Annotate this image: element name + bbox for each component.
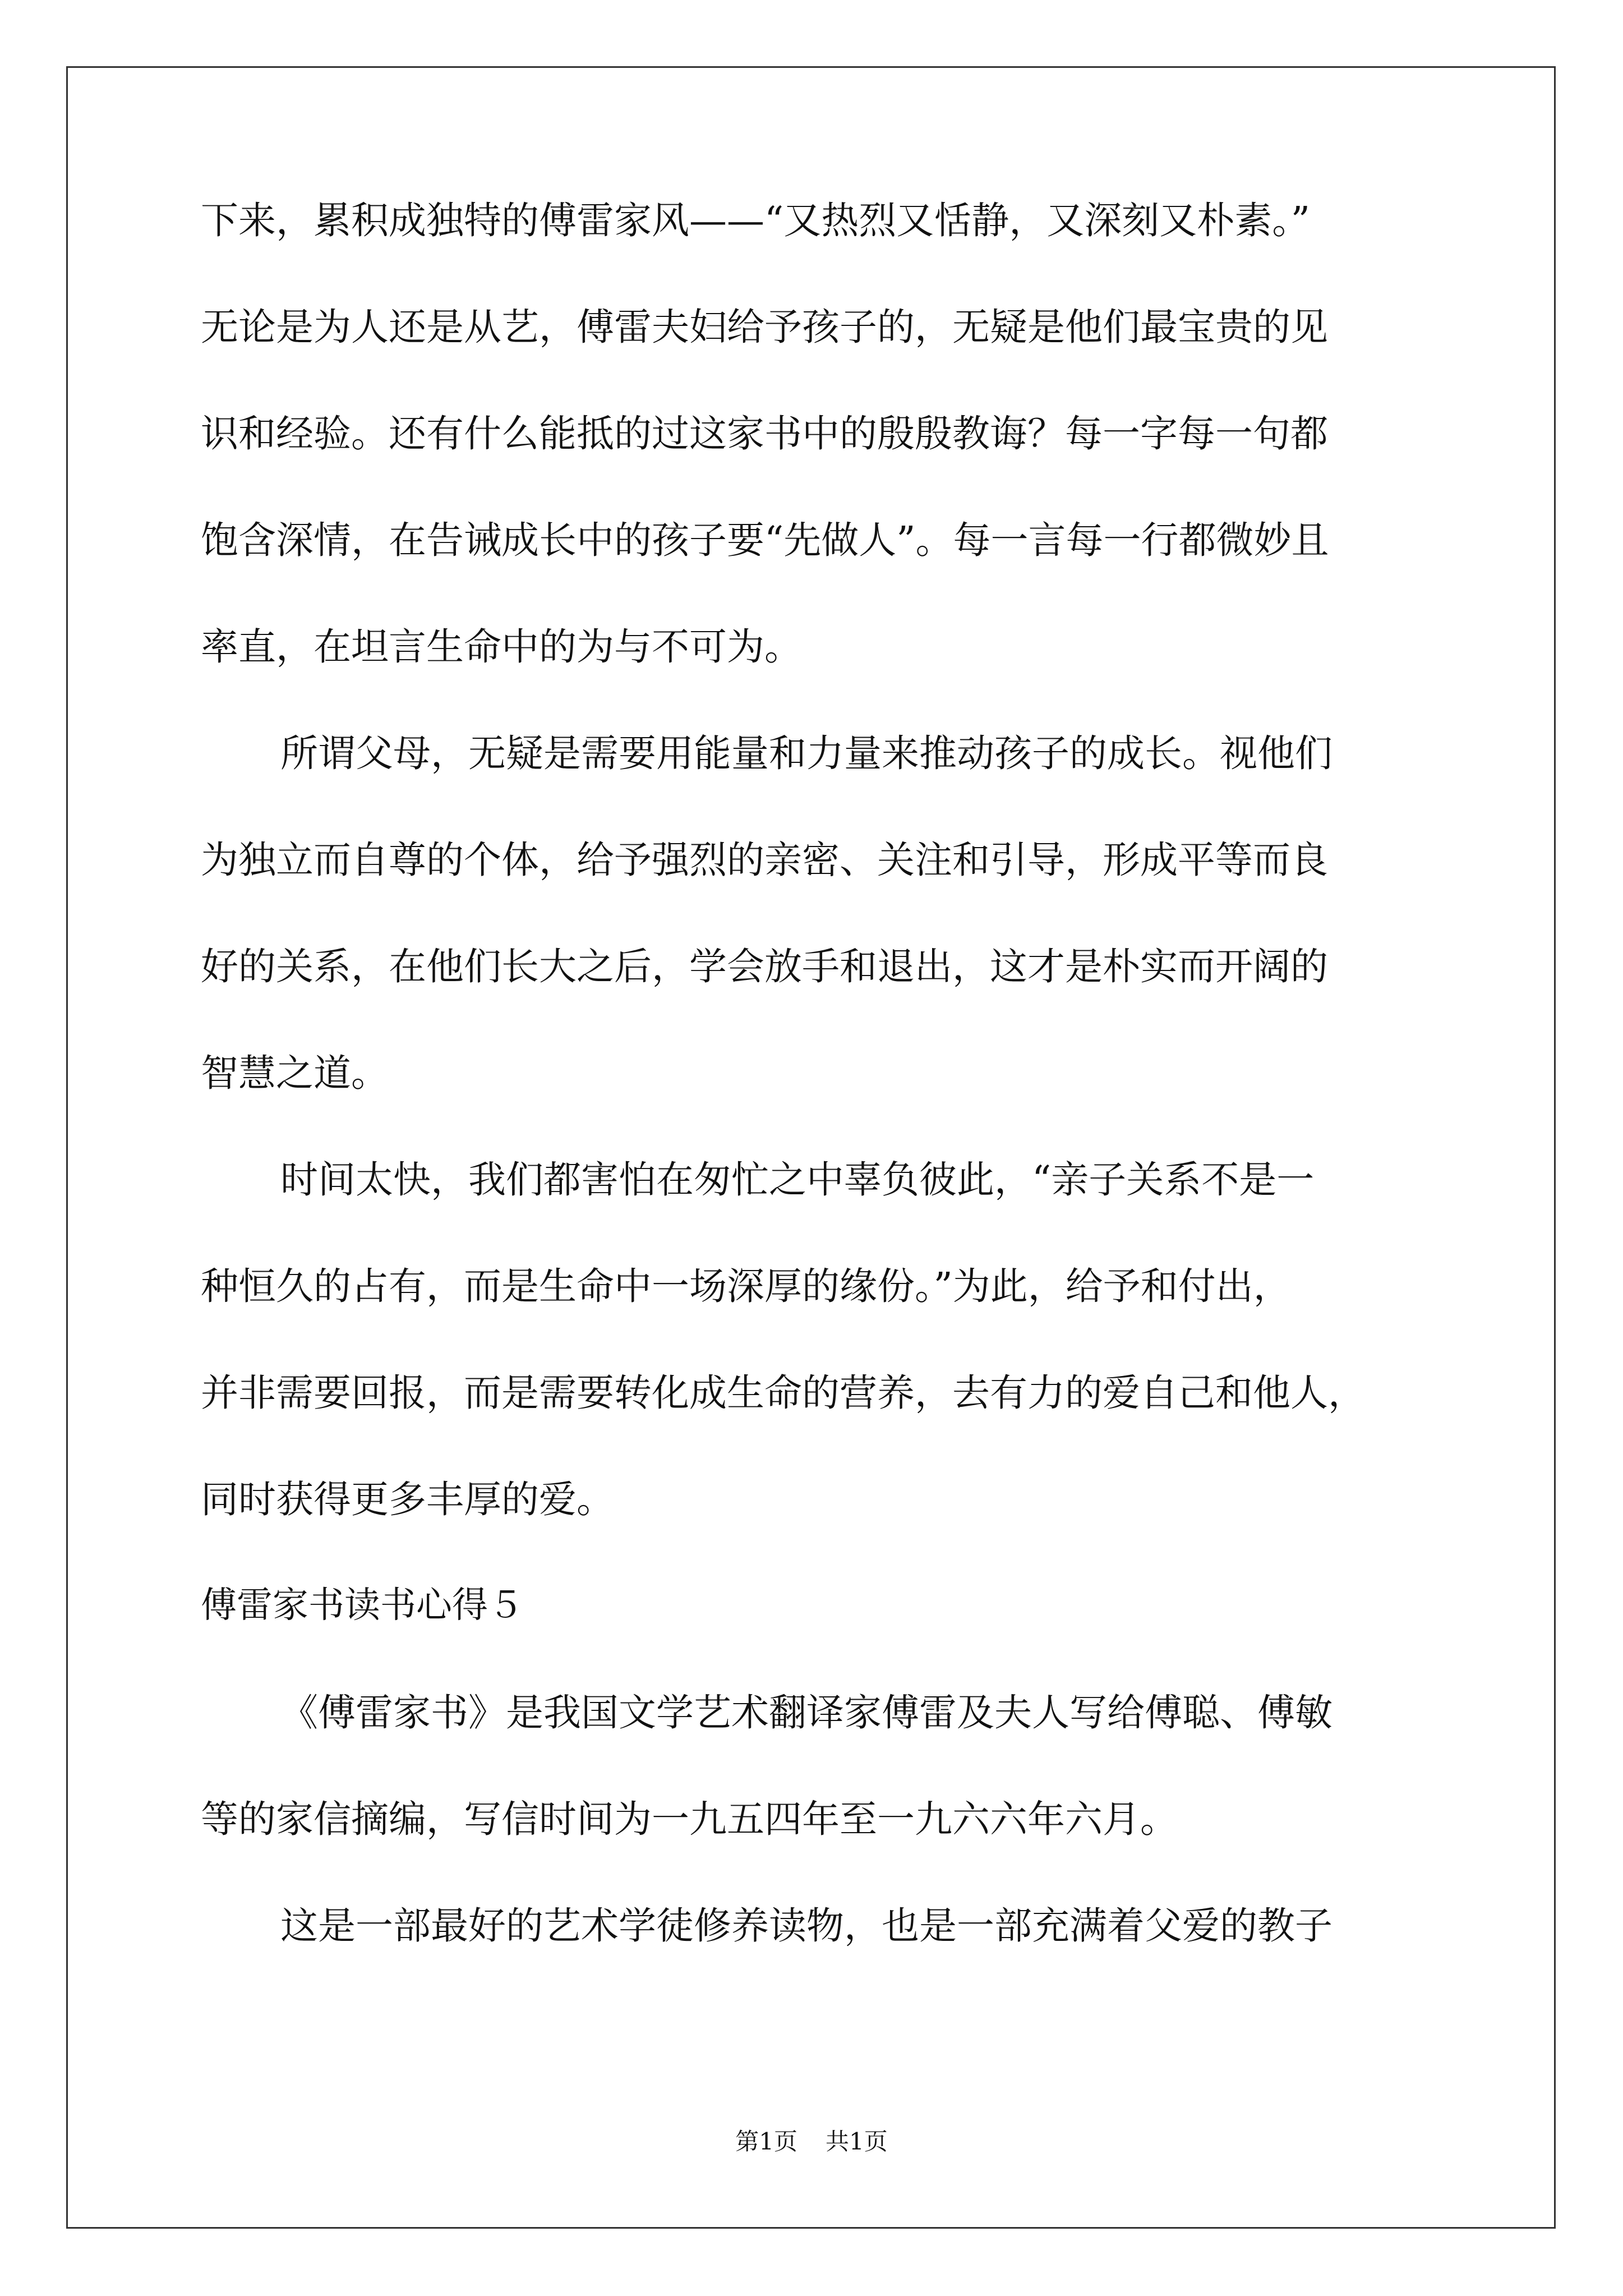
text-line: 种恒久的占有，而是生命中一场深厚的缘份。”为此，给予和付出， [201, 1264, 1291, 1308]
text-line: 智慧之道。 [201, 1051, 389, 1095]
text-line: 饱含深情，在告诫成长中的孩子要“先做人”。每一言每一行都微妙且 [201, 518, 1329, 562]
text-line: 所谓父母，无疑是需要用能量和力量来推动孩子的成长。视他们 [280, 731, 1332, 775]
text-line: 并非需要回报，而是需要转化成生命的营养，去有力的爱自己和他人， [201, 1371, 1366, 1415]
text-line: 率直，在坦言生命中的为与不可为。 [201, 625, 802, 669]
section-heading: 傅雷家书读书心得５ [201, 1585, 524, 1626]
document-body [201, 199, 1429, 2014]
text-line: 时间太快，我们都害怕在匆忙之中辜负彼此，“亲子关系不是一 [280, 1158, 1315, 1202]
page-number: 第1页 [735, 2128, 797, 2155]
text-line: 好的关系，在他们长大之后，学会放手和退出，这才是朴实而开阔的 [201, 945, 1328, 988]
text-line: 下来，累积成独特的傅雷家风——“又热烈又恬静，又深刻又朴素。” [201, 199, 1311, 242]
text-line: 识和经验。还有什么能抵的过这家书中的殷殷教诲？每一字每一句都 [201, 412, 1328, 455]
text-line: 等的家信摘编，写信时间为一九五四年至一九六六年六月。 [201, 1797, 1178, 1841]
page-footer [0, 2123, 1623, 2157]
text-line: 《傅雷家书》是我国文学艺术翻译家傅雷及夫人写给傅聪、傅敏 [280, 1691, 1332, 1734]
text-line: 为独立而自尊的个体，给予强烈的亲密、关注和引导，形成平等而良 [201, 838, 1328, 882]
text-line: 这是一部最好的艺术学徒修养读物，也是一部充满着父爱的教子 [280, 1904, 1332, 1948]
page-total: 共1页 [826, 2128, 888, 2155]
text-line: 无论是为人还是从艺，傅雷夫妇给予孩子的，无疑是他们最宝贵的见 [201, 305, 1328, 349]
text-line: 同时获得更多丰厚的爱。 [201, 1478, 614, 1521]
